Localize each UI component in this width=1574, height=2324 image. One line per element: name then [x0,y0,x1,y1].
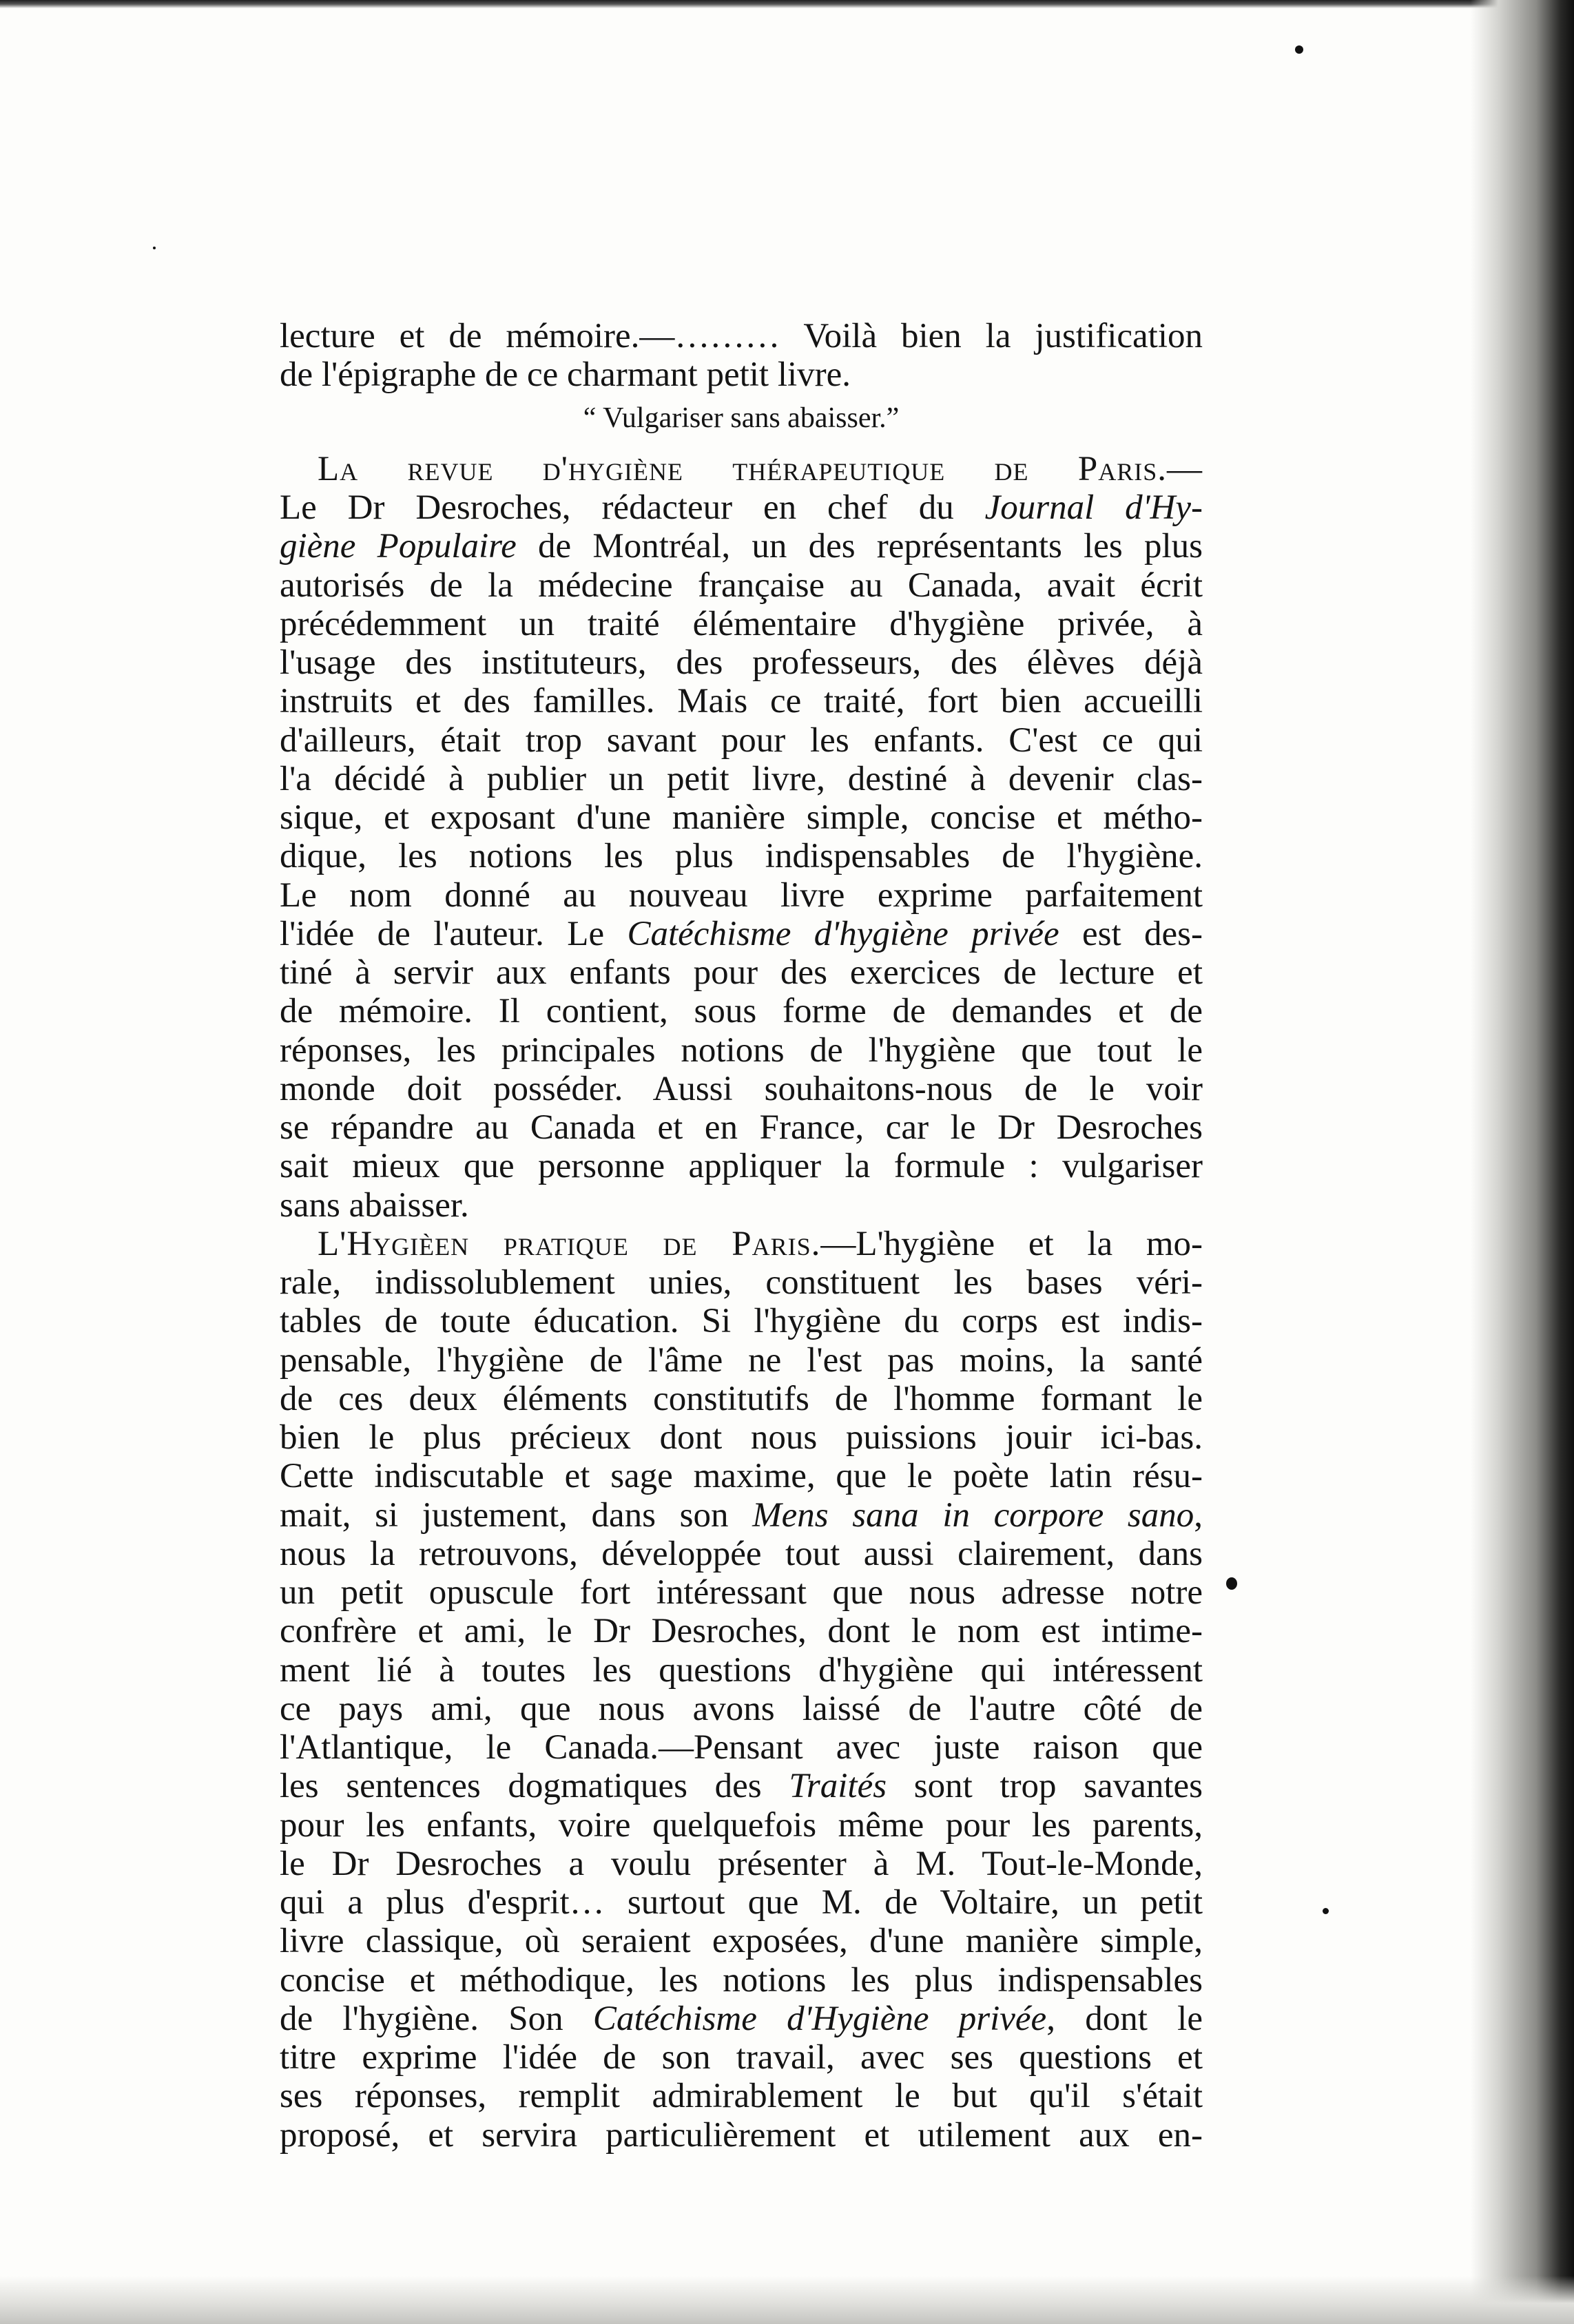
text-line: sait mieux que personne appliquer la formule : vulgariser [280,1147,1203,1186]
text-line: de l'hygiène. Son Catéchisme d'Hygiène privée, dont le [280,1999,1203,2038]
text-line: l'a décidé à publier un petit livre, destiné à devenir clas- [280,759,1203,798]
text-line: livre classique, où seraient exposées, d'une manière simple, [280,1922,1203,1961]
text-line: bien le plus précieux dont nous puissions jouir ici-bas. [280,1418,1203,1457]
text-line: de l'épigraphe de ce charmant petit livre. [280,355,851,395]
text-line: monde doit posséder. Aussi souhaitons-nous de le voir [280,1069,1203,1108]
epigraph: “ Vulgariser sans abaisser.” [583,402,900,434]
text-line: dique, les notions les plus indispensables de l'hygiène. [280,837,1203,876]
text-line: pour les enfants, voire quelquefois même pour les parents, [280,1805,1203,1845]
text-line: le Dr Desroches a voulu présenter à M. Tout-le-Monde, [280,1844,1203,1883]
text-line: sique, et exposant d'une manière simple, concise et métho- [280,798,1203,837]
text-line: instruits et des familles. Mais ce traité, fort bien accueilli [280,682,1203,721]
text-line: ce pays ami, que nous avons laissé de l'autre côté de [280,1689,1203,1728]
text-line: autorisés de la médecine française au Canada, avait écrit [280,566,1203,605]
text-line: de ces deux éléments constitutifs de l'homme formant le [280,1379,1203,1418]
text-line: concise et méthodique, les notions les plus indispensables [280,1960,1203,2000]
text-line: tiné à servir aux enfants pour des exercices de lecture et [280,953,1203,992]
emphasis: Traités [789,1767,887,1806]
text-line: Cette indiscutable et sage maxime, que le poète latin résu- [280,1457,1203,1496]
text-line: réponses, les principales notions de l'hygiène que tout le [280,1030,1203,1070]
page-right-binding-shadow [1471,0,1574,2324]
text-line: ses réponses, remplit admirablement le but qu'il s'était [280,2077,1203,2116]
text-line: se répandre au Canada et en France, car le Dr Desroches [280,1108,1203,1147]
text-line: titre exprime l'idée de son travail, avec ses questions et [280,2038,1203,2077]
text-line: confrère et ami, le Dr Desroches, dont le nom est intime- [280,1612,1203,1651]
body-text [280,317,1203,2155]
text-line: giène Populaire de Montréal, un des représentants les plus [280,527,1203,566]
text-line: mait, si justement, dans son Mens sana in corpore sano, [280,1495,1203,1535]
ink-speck [1295,45,1303,54]
text-line: lecture et de mémoire.—……… Voilà bien la justification [280,317,1203,355]
text-line: rale, indissolublement unies, constituent les bases véri- [280,1263,1203,1302]
ink-speck [153,247,156,249]
text-line: Le nom donné au nouveau livre exprime parfaitement [280,875,1203,915]
section-heading-line: L'Hygièen pratique de Paris.—L'hygiène et la mo- [318,1224,1203,1263]
text-line: l'usage des instituteurs, des professeurs, des élèves déjà [280,643,1203,682]
section-heading-line [280,450,1203,488]
section-heading: La revue d'hygiène thérapeutique de Paris.— [318,449,1203,488]
text-line: Le Dr Desroches, rédacteur en chef du Journal d'Hy- [280,488,1203,527]
text-line: sans abaisser. [280,1185,469,1225]
journal-title: giène Populaire [280,527,517,566]
text-line: nous la retrouvons, développée tout aussi clairement, dans [280,1534,1203,1573]
journal-title: Journal d'Hy- [984,488,1203,527]
text-line: précédemment un traité élémentaire d'hygiène privée, à [280,604,1203,643]
text-line: proposé, et servira particulièrement et utilement aux en- [280,2115,1203,2155]
latin-quote: Mens sana in corpore sano [752,1495,1194,1535]
book-title: Catéchisme d'Hygiène privée [592,1999,1047,2038]
text-line: tables de toute éducation. Si l'hygiène du corps est indis- [280,1302,1203,1341]
section-heading: L'Hygièen pratique de Paris. [318,1224,821,1263]
text-line: l'idée de l'auteur. Le Catéchisme d'hygiène privée est des- [280,914,1203,953]
text-line: les sentences dogmatiques des Traités sont trop savantes [280,1767,1203,1806]
page-top-shadow [0,0,1574,8]
text-line: ment lié à toutes les questions d'hygiène qui intéressent [280,1650,1203,1690]
text-line: pensable, l'hygiène de l'âme ne l'est pas moins, la santé [280,1340,1203,1380]
book-title: Catéchisme d'hygiène privée [627,914,1059,953]
text-line: un petit opuscule fort intéressant que nous adresse notre [280,1573,1203,1612]
text-line: de mémoire. Il contient, sous forme de demandes et de [280,992,1203,1031]
text-line: qui a plus d'esprit… surtout que M. de Voltaire, un petit [280,1883,1203,1922]
ink-speck [1323,1908,1329,1914]
text-line: d'ailleurs, était trop savant pour les enfants. C'est ce qui [280,720,1203,760]
ink-speck [1226,1577,1237,1590]
text-line: l'Atlantique, le Canada.—Pensant avec juste raison que [280,1728,1203,1767]
page-bottom-shadow [0,2276,1574,2324]
